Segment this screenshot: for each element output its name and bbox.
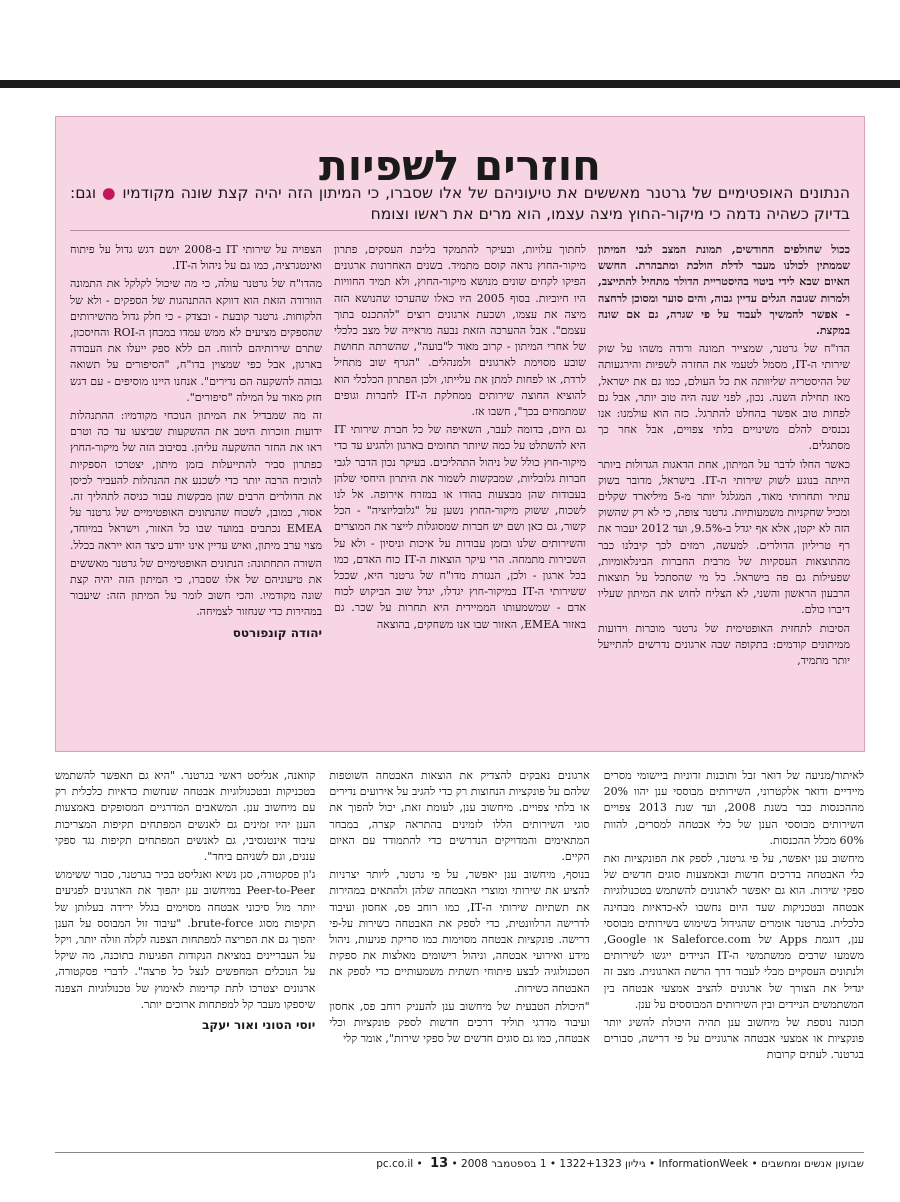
page-footer [55, 1156, 864, 1171]
paragraph: הצפויה על שירותי IT ב-2008 יושם דגש גדול על פיתוח ואינטגרציה, כמו גם על ניהול ה-IT. [70, 243, 322, 273]
deck-tail: וגם: בדיוק כשהיה נדמה כי מיקור-החוץ מיצה עצמו, הוא מרים את ראשו וצומח [70, 184, 850, 223]
article-lead: ככול שחולפים החודשים, תמונת המצב לגבי המיתון שממתין לכולנו מעבר לדלת הולכת ומתבהרת. החשש האיום שבא לידי ביטוי בהיסטריית הדולר מתחיל להתייצב, ולמרות שגובה הגלים עדיין גבוה, והים סוער ומסוכן לרחצה - אפשר להמשיך לעבוד על פי שגרה, גם אם שונה במקצת. [598, 243, 850, 338]
paragraph: קוואנה, אנליסט ראשי בגרטנר. "היא גם תאפשר להשתמש בטכניקות ובטכנולוגיות אבטחה שנחשות כדאיות כלכלית רק עם מיחשוב ענן. המשאבים המדרגיים המסופקים באמצעות הענן יהיו זמינים גם לאנשים המפתחים תקיפות המצריכות עיבוד אינטנסיבי, גם לאנשים המפתחים תקיפות נגד ספקי עננים, וגם לשניהם ביחד". [55, 769, 316, 864]
article-column-3 [70, 242, 322, 737]
bullet-icon: ● [102, 184, 117, 202]
paragraph: הסיבות לתחזית האופטימית של גרטנר מוכרות וידועות ממיתונים קודמים: בתקופה שבה ארגונים נדרשים להתייעל יותר מתמיד, [598, 621, 850, 668]
paragraph: הדו"ח של גרטנר, שמצייר תמונה ורודה משהו על שוק שירותי ה-IT, מסמל לטעמי את החזרה לשפיות והירגעותה של ההיסטריה שליוותה את כל העולם, כמו גם את ישראל, מאז תחילת השנה. נכון, לפני שנה היה טוב יותר, אבל גם לפחות טוב אפשר בהחלט להתרגל. כזה הוא עולמנו: אנו נכנסים להלם משינויים בלתי צפויים, אבל אחר כך מסתגלים. [598, 342, 850, 453]
footer-rule [55, 1152, 864, 1153]
byline: יוסי הטוני ואור יעקב [202, 1018, 316, 1033]
deck [70, 183, 850, 225]
byline: יהודה קונפורטס [232, 625, 322, 640]
lower-article [55, 768, 864, 1148]
paragraph: לאיתור/מניעה של דואר זבל ותוכנות זדוניות ביישומי מסרים מיידיים ודואר אלקטרוני, השירותים מבוססי ענן יהוו 20% מההכנסות כבר בשנת 2008, ועד שנת 2013 צפויים השירותים מבוססי הענן של כלי אבטחה למסרים, להוות 60% מכלל ההכנסות. [603, 769, 864, 847]
deck-text: הנתונים האופטימיים של גרטנר מאששים את טיעוניהם של אלו שסברו, כי המיתון הזה יהיה קצת שונה מקודמיו [122, 184, 851, 202]
paragraph: כאשר החלו לדבר על המיתון, אחת הדאגות הגדולות ביותר הייתה בנוגע לשוק שירותי ה-IT. בישראל, מדובר בשוק עתיר ותחרותי מאוד, המגלגל יותר מ-5 מיליארד שקלים ומכיל שחקניות משמעותיות. גרטנר צופה, כי לא רק שהשוק הזה לא יקטן, אלא אף יגדל ב-9.5%, ועד 2012 יעבור את רף טריליון הדולרים. למעשה, רמזים לכך קיבלנו כבר מהתוצאות העסקיות של מרבית החברות הבינלאומיות, שפעילות גם פה בישראל. כל מי שהסתכל על תוצאות הרבעון הראשון והשני, לא הצליח לחוש את המיתון שעליו דיברו כולם. [598, 457, 850, 617]
paragraph: בנוסף, מיחשוב ענן יאפשר, על פי גרטנר, ליותר יצרניות להציע את שירותי ומוצרי האבטחה שלהן ולהתאים במהירות את תשתיות שירותי ה-IT, כמו רוחב פס, אחסון ועיבוד לדרישה הרלוונטית, כדי לספק את האבטחה כשירות על-פי דרישה. פונקציות אבטחה מסוימות כמו סריקת פגיעות, ניהול מידע ואירועי אבטחה, וניהול רישומים מאלצות את ספקית הטכנולוגיה לבצע פיתוחי תשתית משמעותיים כדי לספק את האבטחה כשירות. [329, 868, 590, 995]
paragraph: תכונה נוספת של מיחשוב ענן תהיה היכולת להשיג יותר פונקציות או אמצעי אבטחה ארגוניים על פי דרישה, סבורים בגרטנר. לעתים קרובות [603, 1016, 864, 1062]
paragraph: זה מה שמבדיל את המיתון הנוכחי מקודמיו: ההתנהלות ידועות וזוכרות היטב את ההשקעות שביצעו עד כה וטרם ראו את החזר ההשקעה עליהן. בסיבוב הזה של מיקור-החוץ כפתרון סביר להתייעלות בזמן מיתון, יצטרכו הספקיות להוכיח הרבה יותר כדי לשכנע את ההנהלות להעביר לכיסן את הדולרים הרבים שהן מבקשות עבור כניסה לתהליך זה. אסור, כמובן, לשכוח שהנתונים האופטימיים של גרטנר על EMEA נכתבים במועד שבו כל האזור, וישראל במיוחד, מצוי ערב מיתון, ואיש עדיין אינו יודע כיצד הוא ייראה בכלל. [70, 409, 322, 552]
paragraph: ג'ון פסקטורה, סגן נשיא ואנליסט בכיר בגרטנר, סבור ששימוש Peer-to-Peer במיחשוב ענן יהפוך את הארגונים לפגיעים יותר מול סיכוני אבטחה מסוימים בגלל ירידה בעלותן של תקיפות מסוג brute-force. "עיבוד זול המבוסס על הענן יהפוך גם את הפריצה למפתחות הצפנה לקלה וזולה יותר, ויקל על העבריינים במציאת הנקודות הפגיעות בתוכנה, מה שיקל על הנוכלים המחפשים לנצל כל פרצה". לדברי פסקטורה, ארגונים יצטרכו לתת קדימות לאימוץ של טכנולוגיות הצפנה שיספקו מעבר קל למפתחות ארוכים יותר. [55, 868, 316, 1011]
paragraph: גם היום, בדומה לעבר, השאיפה של כל חברת שירותי IT היא להשתלט על כמה שיותר תחומים בארגון ולהגיע עד כדי מיקור-חוץ כולל של ניהול התהליכים. בעיקר נכון הדבר לגבי חברות גלובליות, שמבקשות לשמור את היתרון היחסי שלהן בעבודות שהן מבצעות בהודו או במזרח אירופה. אל לנו לשכוח, ששוק מיקור-החוץ נשען על "גלובליזציה" - הכל קשור, גם כאן ושם יש חברות שמסוגלות לייצר את המוצרים והשירותים שלנו ובזמן עבודות על איכות וניסיון - ולא על השכירות מתמחה. הרי עיקר הוצאות ה-IT כוח האדם, כמו בכל ארגון - ולכן, הנגזרת מדו"ח של גרטנר היא, שככל ששירותי ה-IT במיקור-חוץ יגדלו, יגדל שוב הביקוש לכוח אדם - שמשמעותו הממיידית היא תחרות על שכר. גם באזור EMEA, האזור שבו אנו משחקים, בהוצאה [334, 423, 586, 631]
lower-column-2 [329, 768, 589, 1148]
lower-column-3 [55, 768, 315, 1148]
article-column-2 [334, 242, 586, 737]
paragraph: השורה התחתונה: הנתונים האופטימיים של גרטנר מאששים את טיעוניהם של אלו שסברו, כי המיתון הזה יהיה קצת שונה מקודמיו. והכי חשוב לומר על המיתון הזה: שיעבור במהירות כדי שנחזור לצמיחה. [70, 556, 322, 619]
paragraph: מהדו"ח של גרטנר עולה, כי מה שיכול לקלקל את התמונה הוורודה הזאת הוא דווקא ההתנהגות של הספקים - ולא של הלקוחות. גרטנר קובעת - ובצדק - כי חלק גדול מהשירותים שהספקים מציעים לא ממש עמדו במבחן ה-ROI והחיסכון, שתרם שירותיהם לרווח. הם ללא ספק ייעלו את העבודה בארגון, אבל כפי שמצוין בדו"ח, "הסיפורים על תשואה גבוהה להשקעה הם נדירים". אנחנו היינו מוסיפים - עם דגש חזק מאוד על המילה "סיפורים". [70, 277, 322, 404]
deck-divider [70, 230, 850, 231]
lower-column-1 [604, 768, 864, 1148]
article-column-1 [598, 242, 850, 737]
top-rule [0, 80, 900, 88]
paragraph: מיחשוב ענן יאפשר, על פי גרטנר, לספק את הפונקציות ואת כלי האבטחה בדרכים חדשות ובאמצעות סוגים חדשים של ספקי שירות. הוא גם יאפשר לארגונים להשתמש בטכנולוגיות אבטחה ובטכניקות שעד היום נחשבו לא-כדאיות מבחינה כלכלית. בגרטנר אומרים שהגידול בשימוש בשירותים מבוססי ענן, דוגמת Apps של Saleforce.com או Google, משמעו שרבים ממשתמשי ה-IT הניידים ייגשו לשירותים ולנתונים העסקיים מבלי לעבור דרך הרשת הארגונית. מצב זה יגדיל את הצורך של ארגונים להציב אמצעי אבטחה בין המשתמשים הניידים ובין השירותים המבוססים על ענן. [603, 852, 864, 1011]
article-columns [70, 242, 850, 737]
footer-text: שבועון אנשים ומחשבים • InformationWeek • גיליון 1322+1323 • 1 בספטמבר 2008 • pc.co.il • [376, 1158, 864, 1170]
paragraph: ארגונים נאבקים להצדיק את הוצאות האבטחה השוטפות שלהם על פונקציות הנחוצות רק כדי להגיב על אירועים נדירים או בלתי צפויים. מיחשוב ענן, לעומת זאת, יכול להפוך את סוגי השירותים הללו לזמינים בהתראה קצרה, במבחר המתאימים והמדויקים הנדרשים כדי להתמודד עם האיום הקיים. [329, 769, 590, 864]
paragraph: "היכולת הטבעית של מיחשוב ענן להעניק רוחב פס, אחסון ועיבוד מדרגי תוליד דרכים חדשות לספק פונקציות וכלי אבטחה, כמו גם סוגים חדשים של ספקי שירות", אומר קלי [329, 999, 590, 1046]
lead-article-box [55, 116, 865, 752]
paragraph: לחתוך עלויות, ובעיקר להתמקד בליבת העסקים, פתרון מיקור-החוץ נראה קוסם מתמיד. בשנים האחרונות ארגונים הפיקו לקחים שונים מנושא מיקור-החוץ, ולא תמיד החוויות היו חיוביות. בסוף 2005 היו כאלו שהערכו שהנושא הזה מיצה את עצמו, ושכעת ארגונים רוצים "להתכנס בתוך עצמם". אבל ההערכה הזאת נבעה מראייה של מצב כלכלי של אחרי המיתון - קרוב מאוד ל"בועה", שהשרתה תחושת שובע מסוימת לארגונים ולמנהלים. "הגרף שוב מתחיל לרדת, או לפחות למתן את עלייתו, ולכן הפתרון הכלכלי הוא להוציא החוצה שירותים ממחלקת ה-IT לחברות וגופים שמתמחים בכך", חשבו אז. [334, 243, 586, 419]
page-number: 13 [430, 1156, 449, 1171]
headline: חוזרים לשפיות [319, 141, 601, 190]
